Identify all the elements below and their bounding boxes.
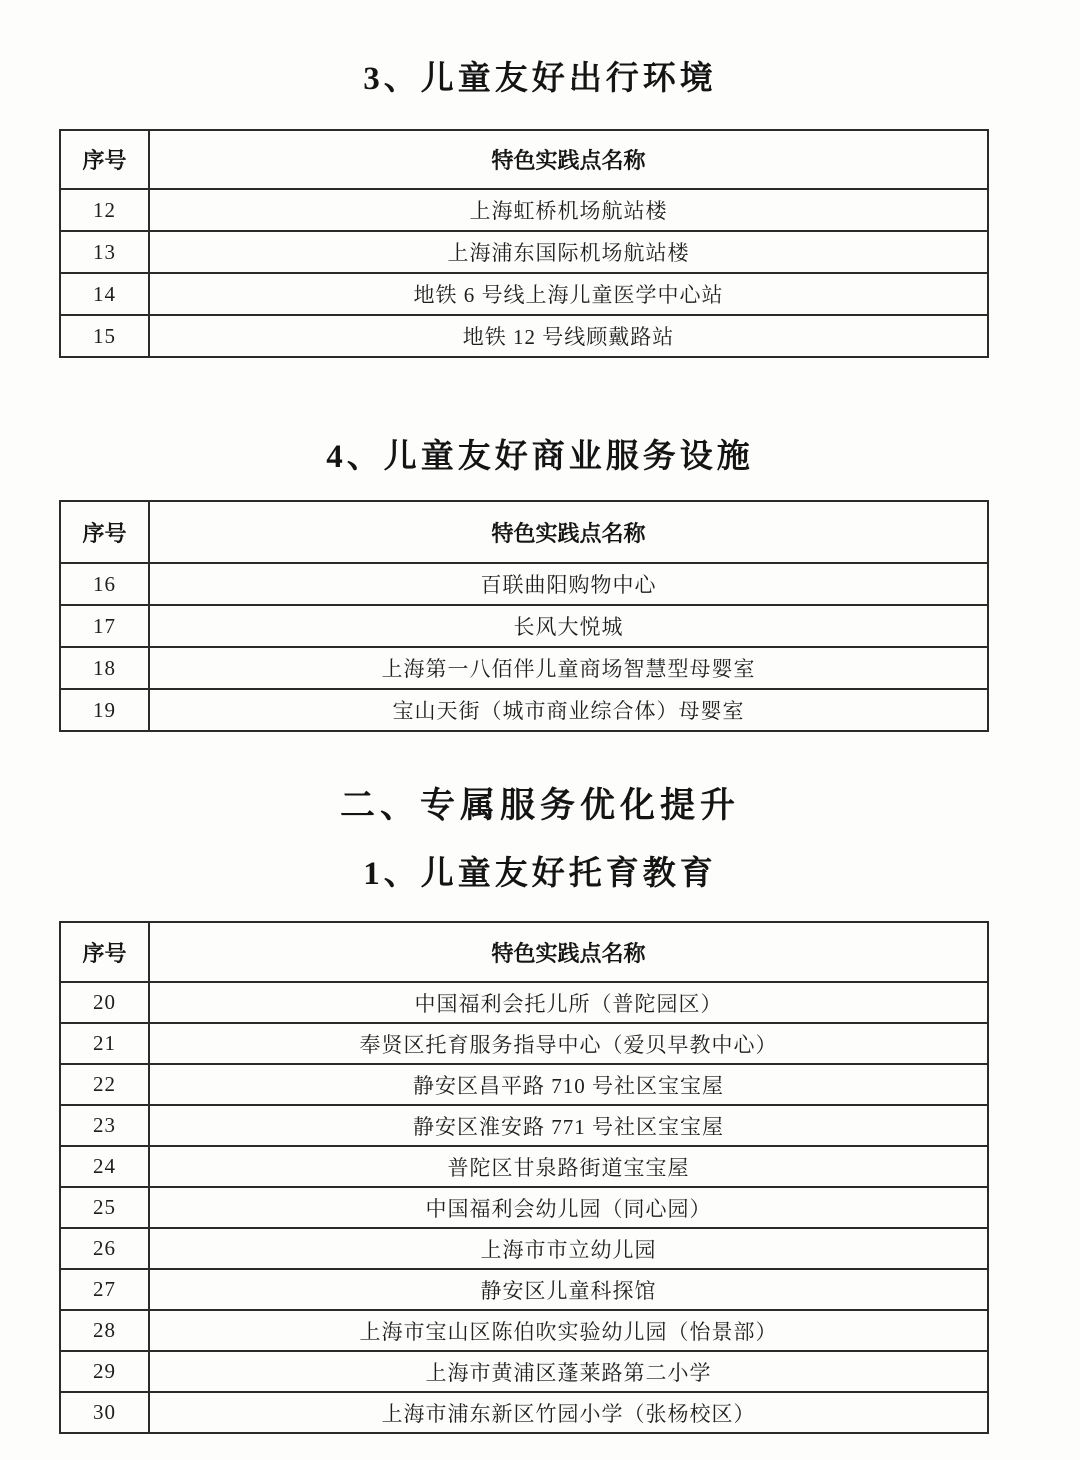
column-header-no: 序号 [60,922,149,982]
row-number: 15 [60,315,149,357]
row-number: 18 [60,647,149,689]
column-header-no: 序号 [60,130,149,189]
row-number: 20 [60,982,149,1023]
row-name: 上海市黄浦区蓬莱路第二小学 [149,1351,988,1392]
row-name: 中国福利会幼儿园（同心园） [149,1187,988,1228]
table-row [60,1187,988,1228]
row-number: 28 [60,1310,149,1351]
row-name: 普陀区甘泉路街道宝宝屋 [149,1146,988,1187]
table-row [60,315,988,357]
table-row [60,1228,988,1269]
table-row [60,1269,988,1310]
row-name: 上海虹桥机场航站楼 [149,189,988,231]
table-row [60,647,988,689]
table-row [60,689,988,731]
row-number: 30 [60,1392,149,1433]
table-row [60,605,988,647]
row-number: 19 [60,689,149,731]
table-row [60,1146,988,1187]
table-row [60,231,988,273]
table-education [59,921,989,1434]
table-row [60,982,988,1023]
row-name: 上海市浦东新区竹园小学（张杨校区） [149,1392,988,1433]
row-number: 24 [60,1146,149,1187]
table-row [60,1310,988,1351]
heading-childcare-education: 1、儿童友好托育教育 [363,856,717,892]
row-name: 百联曲阳购物中心 [149,563,988,605]
row-number: 27 [60,1269,149,1310]
column-header-name: 特色实践点名称 [149,130,988,189]
row-name: 中国福利会托儿所（普陀园区） [149,982,988,1023]
row-number: 26 [60,1228,149,1269]
row-number: 16 [60,563,149,605]
table-header-row [60,130,988,189]
column-header-name: 特色实践点名称 [149,501,988,563]
row-name: 上海市宝山区陈伯吹实验幼儿园（怡景部） [149,1310,988,1351]
row-name: 静安区淮安路 771 号社区宝宝屋 [149,1105,988,1146]
row-name: 静安区儿童科探馆 [149,1269,988,1310]
column-header-no: 序号 [60,501,149,563]
row-name: 宝山天街（城市商业综合体）母婴室 [149,689,988,731]
table-row [60,1105,988,1146]
table-row [60,1023,988,1064]
row-name: 奉贤区托育服务指导中心（爱贝早教中心） [149,1023,988,1064]
row-name: 长风大悦城 [149,605,988,647]
row-name: 地铁 12 号线顾戴路站 [149,315,988,357]
row-number: 13 [60,231,149,273]
row-number: 21 [60,1023,149,1064]
table-row [60,189,988,231]
heading-commercial-services: 4、儿童友好商业服务设施 [326,439,754,475]
row-number: 14 [60,273,149,315]
table-row [60,1351,988,1392]
row-number: 17 [60,605,149,647]
table-row [60,563,988,605]
row-number: 22 [60,1064,149,1105]
row-name: 地铁 6 号线上海儿童医学中心站 [149,273,988,315]
table-header-row [60,501,988,563]
row-number: 29 [60,1351,149,1392]
table-row [60,1064,988,1105]
table-commerce [59,500,989,732]
table-row [60,273,988,315]
column-header-name: 特色实践点名称 [149,922,988,982]
row-name: 静安区昌平路 710 号社区宝宝屋 [149,1064,988,1105]
heading-exclusive-services: 二、专属服务优化提升 [339,786,740,825]
row-number: 25 [60,1187,149,1228]
row-number: 23 [60,1105,149,1146]
heading-transport-environment: 3、儿童友好出行环境 [363,61,717,97]
table-row [60,1392,988,1433]
row-number: 12 [60,189,149,231]
row-name: 上海浦东国际机场航站楼 [149,231,988,273]
row-name: 上海第一八佰伴儿童商场智慧型母婴室 [149,647,988,689]
table-transport [59,129,989,358]
table-header-row [60,922,988,982]
row-name: 上海市市立幼儿园 [149,1228,988,1269]
